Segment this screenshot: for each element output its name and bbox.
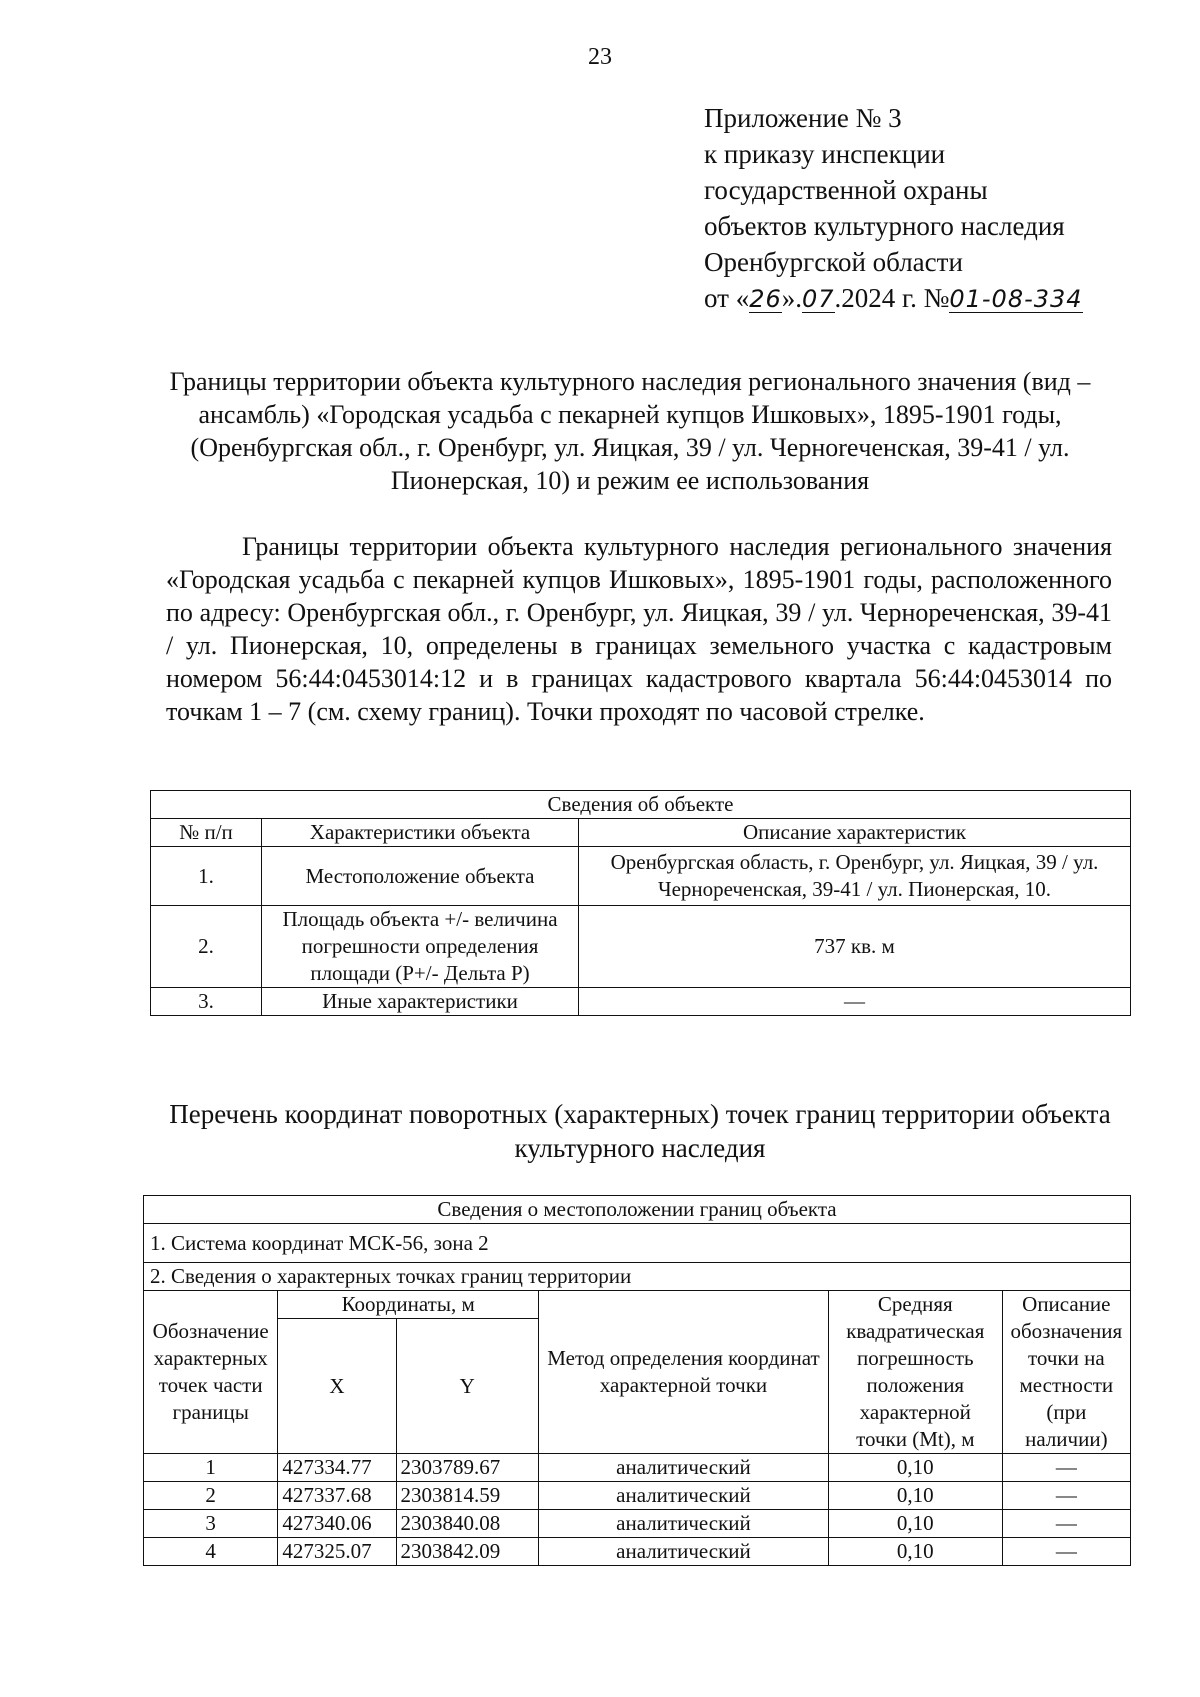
header-coordinates: Координаты, м [278,1291,539,1319]
point-description: — [1002,1510,1130,1538]
header-number: № п/п [151,819,262,847]
row-characteristic: Площадь объекта +/- величина погрешности определения площади (Р+/- Дельта Р) [262,906,579,988]
header-x: X [278,1319,396,1454]
point-method: аналитический [538,1482,828,1510]
table-row [151,906,1131,988]
appendix-line: объектов культурного наследия [704,211,1065,241]
coordinates-table [143,1195,1131,1566]
points-section-label: 2. Сведения о характерных точках границ территории [144,1263,1131,1291]
handwritten-month: 07 [802,285,835,313]
point-description: — [1002,1454,1130,1482]
header-description: Описание характеристик [579,819,1131,847]
page-number: 23 [588,44,612,70]
row-description: Оренбургская область, г. Оренбург, ул. Яицкая, 39 / ул. Чернореченская, 39-41 / ул. Пионерская, 10. [579,847,1131,906]
appendix-block [704,100,1184,316]
table-row [151,847,1131,906]
point-number: 4 [144,1538,278,1566]
handwritten-order-number: 01-08-334 [949,285,1083,313]
header-designation: Обозначение характерных точек части границы [144,1291,278,1454]
row-number: 3. [151,988,262,1016]
point-description: — [1002,1538,1130,1566]
table-row [144,1510,1131,1538]
document-title: Границы территории объекта культурного наследия регионального значения (вид – ансамбль) «Городская усадьба с пекарней купцов Ишковых», 1895-1901 годы, (Оренбургская обл., г. Оренбург, ул. Яицкая, 39 / ул. Черноreченская, 39-41 / ул. Пионерская, 10) и режим ее использования [169,367,1091,495]
header-point-description: Описание обозначения точки на местности (при наличии) [1002,1291,1130,1454]
coord-table-caption: Сведения о местоположении границ объекта [144,1196,1131,1224]
row-number: 2. [151,906,262,988]
object-table-caption: Сведения об объекте [151,791,1131,819]
coordinate-system: 1. Система координат МСК-56, зона 2 [144,1224,1131,1263]
point-error: 0,10 [828,1510,1002,1538]
header-method: Метод определения координат характерной точки [538,1291,828,1454]
point-y: 2303789.67 [396,1454,538,1482]
point-number: 2 [144,1482,278,1510]
table-row [144,1538,1131,1566]
handwritten-day: 26 [749,285,782,313]
point-error: 0,10 [828,1454,1002,1482]
point-x: 427334.77 [278,1454,396,1482]
appendix-line: государственной охраны [704,175,988,205]
header-error: Средняя квадратическая погрешность положения характерной точки (Mt), м [828,1291,1002,1454]
table-row [151,988,1131,1016]
point-x: 427340.06 [278,1510,396,1538]
point-description: — [1002,1482,1130,1510]
point-method: аналитический [538,1454,828,1482]
date-mid: ». [781,283,802,313]
point-y: 2303814.59 [396,1482,538,1510]
point-error: 0,10 [828,1482,1002,1510]
row-number: 1. [151,847,262,906]
date-prefix: от « [704,283,750,313]
point-error: 0,10 [828,1538,1002,1566]
appendix-line: Оренбургской области [704,247,963,277]
appendix-line: Приложение № 3 [704,103,902,133]
object-info-table [150,790,1131,1016]
point-y: 2303842.09 [396,1538,538,1566]
point-y: 2303840.08 [396,1510,538,1538]
coordinates-heading: Перечень координат поворотных (характерных) точек границ территории объекта культурного наследия [169,1099,1111,1163]
point-method: аналитический [538,1510,828,1538]
row-characteristic: Местоположение объекта [262,847,579,906]
appendix-line: к приказу инспекции [704,139,946,169]
header-characteristics: Характеристики объекта [262,819,579,847]
table-row [144,1482,1131,1510]
point-x: 427325.07 [278,1538,396,1566]
point-x: 427337.68 [278,1482,396,1510]
table-row [144,1454,1131,1482]
header-y: Y [396,1319,538,1454]
row-description: 737 кв. м [579,906,1131,988]
order-date-line [704,280,1184,316]
point-number: 3 [144,1510,278,1538]
boundary-description: Границы территории объекта культурного наследия регионального значения «Городская усадьба с пекарней купцов Ишковых», 1895-1901 годы, расположенного по адресу: Оренбургская обл., г. Оренбург, ул. Яицкая, 39 / ул. Чернореченская, 39-41 / ул. Пионерская, 10, определены в границах земельного участка с кадастровым номером 56:44:0453014:12 и в границах кадастрового квартала 56:44:0453014 по точкам 1 – 7 (см. схему границ). Точки проходят по часовой стрелке. [166,532,1112,726]
date-suffix: .2024 г. № [834,283,950,313]
row-description: — [579,988,1131,1016]
point-number: 1 [144,1454,278,1482]
point-method: аналитический [538,1538,828,1566]
row-characteristic: Иные характеристики [262,988,579,1016]
